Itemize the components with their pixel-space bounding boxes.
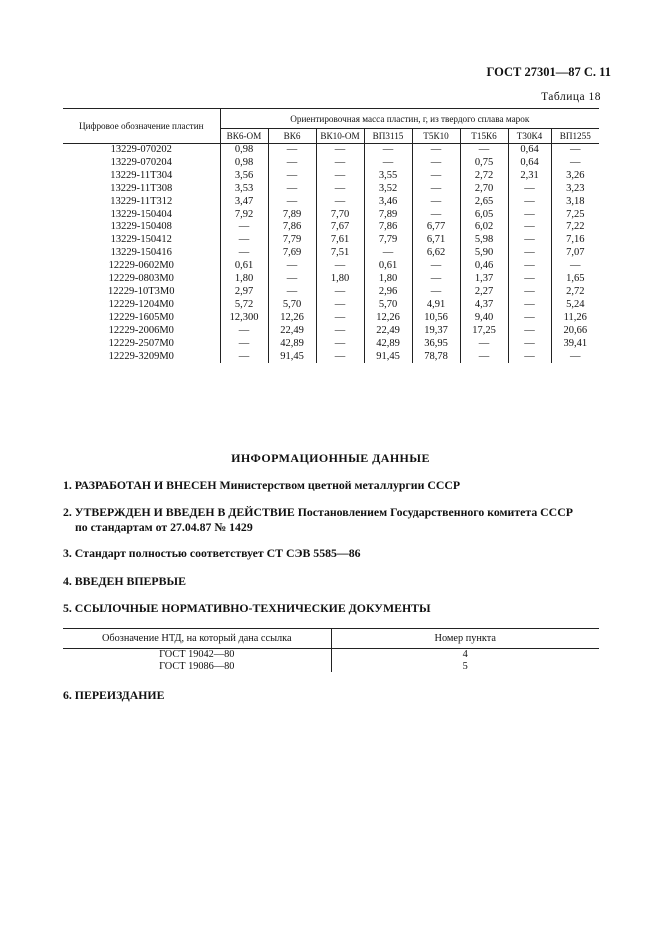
mass-cell: 3,23 <box>566 182 585 194</box>
ntd-designation-cell: ГОСТ 19042—80 <box>63 649 331 661</box>
info-item-3 <box>63 546 603 561</box>
mass-cell: 7,70 <box>316 209 364 222</box>
col-header-designation: Цифровое обозначение пластин <box>63 109 220 144</box>
mass-cell: 7,86 <box>364 221 412 234</box>
references-table <box>63 628 599 672</box>
mass-cell: 12,26 <box>268 312 316 325</box>
mass-cell: 5,70 <box>268 299 316 312</box>
page-header: ГОСТ 27301—87 С. 11 <box>486 65 611 79</box>
mass-cell: 9,40 <box>460 312 508 325</box>
mass-cell: — <box>316 260 364 273</box>
mass-cell: 2,65 <box>460 196 508 209</box>
col-header-mass: Ориентировочная масса пластин, г, из твердого сплава марок <box>220 109 599 129</box>
mass-cell: 42,89 <box>364 338 412 351</box>
plate-designation-cell: 13229-11Т304 <box>63 170 220 183</box>
mass-cell: — <box>316 338 364 351</box>
mass-cell: 12,300 <box>220 312 268 325</box>
info-item-2 <box>63 505 603 534</box>
grade-header: Т15К6 <box>460 129 508 144</box>
grade-header: ВК10-ОМ <box>316 129 364 144</box>
mass-cell: 22,49 <box>268 325 316 338</box>
grade-header: ВП3115 <box>364 129 412 144</box>
mass-cell: — <box>364 157 412 170</box>
mass-cell: 2,27 <box>460 286 508 299</box>
plate-designation-cell: 13229-070202 <box>63 144 220 157</box>
mass-cell: 0,64 <box>508 157 551 170</box>
mass-cell: 7,79 <box>364 234 412 247</box>
mass-cell: — <box>412 273 460 286</box>
mass-cell: — <box>220 338 268 351</box>
table-row <box>63 286 599 299</box>
plate-designation-cell: 13229-150408 <box>63 221 220 234</box>
plate-designation-cell: 13229-150416 <box>63 247 220 260</box>
plate-designation-cell: 12229-0803М0 <box>63 273 220 286</box>
plate-designation-cell: 12229-0602М0 <box>63 260 220 273</box>
mass-cell: 2,96 <box>364 286 412 299</box>
mass-cell: — <box>316 196 364 209</box>
mass-cell: — <box>412 196 460 209</box>
plate-designation-cell: 13229-150412 <box>63 234 220 247</box>
table-row <box>63 209 599 222</box>
mass-cell: 12,26 <box>364 312 412 325</box>
mass-table-body <box>63 144 599 364</box>
clause-number-cell: 4 <box>462 649 468 660</box>
info-item-text: 4. ВВЕДЕН ВПЕРВЫЕ <box>63 574 186 588</box>
mass-cell: — <box>508 221 551 234</box>
mass-cell: — <box>508 247 551 260</box>
grade-header: ВП1255 <box>551 129 599 144</box>
mass-cell: — <box>508 299 551 312</box>
mass-cell: 0,46 <box>460 260 508 273</box>
mass-cell: 7,25 <box>566 208 585 220</box>
mass-cell: — <box>508 260 551 273</box>
info-item-text: по стандартам от 27.04.87 № 1429 <box>75 519 253 534</box>
info-item-text: 6. ПЕРЕИЗДАНИЕ <box>63 688 165 702</box>
mass-cell: — <box>508 234 551 247</box>
mass-table <box>63 108 599 363</box>
table-row <box>63 221 599 234</box>
plate-designation-cell: 13229-11Т312 <box>63 196 220 209</box>
info-item-text: 2. УТВЕРЖДЕН И ВВЕДЕН В ДЕЙСТВИЕ Постановлением Государственного комитета СССР <box>63 505 573 519</box>
ntd-designation-cell: ГОСТ 19086—80 <box>63 661 331 673</box>
mass-cell: 5,72 <box>220 299 268 312</box>
mass-cell: 3,46 <box>364 196 412 209</box>
info-item-text: 5. ССЫЛОЧНЫЕ НОРМАТИВНО-ТЕХНИЧЕСКИЕ ДОКУМЕНТЫ <box>63 601 431 615</box>
mass-cell: 0,98 <box>220 157 268 170</box>
mass-cell: — <box>412 170 460 183</box>
plate-designation-cell: 12229-1204М0 <box>63 299 220 312</box>
mass-cell: 7,89 <box>364 209 412 222</box>
mass-cell: — <box>316 312 364 325</box>
mass-cell: 7,92 <box>220 209 268 222</box>
table-row <box>63 273 599 286</box>
table-row <box>63 649 599 661</box>
mass-cell: — <box>316 299 364 312</box>
mass-cell: 5,70 <box>364 299 412 312</box>
mass-cell: 7,79 <box>268 234 316 247</box>
info-item-text: 3. Стандарт полностью соответствует СТ СЭВ 5585—86 <box>63 546 361 560</box>
mass-cell: 7,07 <box>566 247 585 259</box>
mass-cell: 7,89 <box>268 209 316 222</box>
refs-col-header: Номер пункта <box>331 629 599 649</box>
table-row <box>63 260 599 273</box>
mass-cell: 6,77 <box>412 221 460 234</box>
mass-cell: — <box>508 351 551 364</box>
mass-cell: — <box>220 221 268 234</box>
mass-cell: 7,86 <box>268 221 316 234</box>
mass-cell: 7,16 <box>566 234 585 246</box>
mass-cell: 3,55 <box>364 170 412 183</box>
table-row <box>63 196 599 209</box>
grade-header: Т30К4 <box>508 129 551 144</box>
table-caption: Таблица 18 <box>541 91 601 103</box>
info-item-5 <box>63 601 603 616</box>
mass-cell: — <box>268 183 316 196</box>
mass-cell: 1,65 <box>566 273 585 285</box>
mass-cell: — <box>268 260 316 273</box>
mass-cell: 7,51 <box>316 247 364 260</box>
plate-designation-cell: 13229-070204 <box>63 157 220 170</box>
mass-cell: 0,61 <box>364 260 412 273</box>
mass-cell: 0,98 <box>220 144 268 157</box>
mass-cell: — <box>460 338 508 351</box>
mass-cell: 0,61 <box>220 260 268 273</box>
mass-cell: 4,91 <box>412 299 460 312</box>
mass-cell: 91,45 <box>364 351 412 364</box>
mass-cell: — <box>364 247 412 260</box>
mass-cell: 1,80 <box>364 273 412 286</box>
table-row <box>63 157 599 170</box>
plate-designation-cell: 13229-11Т308 <box>63 183 220 196</box>
mass-cell: 2,72 <box>566 285 585 297</box>
mass-cell: — <box>570 144 581 155</box>
mass-cell: 2,72 <box>460 170 508 183</box>
mass-cell: 2,70 <box>460 183 508 196</box>
table-row <box>63 183 599 196</box>
table-row <box>63 661 599 673</box>
mass-cell: 5,24 <box>566 298 585 310</box>
mass-cell: 7,61 <box>316 234 364 247</box>
plate-designation-cell: 12229-2507М0 <box>63 338 220 351</box>
mass-cell: 2,97 <box>220 286 268 299</box>
table-row <box>63 144 599 157</box>
plate-designation-cell: 12229-2006М0 <box>63 325 220 338</box>
mass-cell: — <box>220 325 268 338</box>
mass-cell: — <box>412 157 460 170</box>
mass-cell: — <box>570 350 581 362</box>
plate-designation-cell: 12229-10Т3М0 <box>63 286 220 299</box>
table-row <box>63 170 599 183</box>
mass-cell: 78,78 <box>412 351 460 364</box>
mass-cell: — <box>220 247 268 260</box>
mass-cell: 6,05 <box>460 209 508 222</box>
mass-cell: 11,26 <box>563 311 587 323</box>
mass-cell: 1,80 <box>220 273 268 286</box>
info-title: ИНФОРМАЦИОННЫЕ ДАННЫЕ <box>231 451 430 465</box>
mass-cell: — <box>460 351 508 364</box>
info-item-1 <box>63 478 603 493</box>
mass-cell: — <box>412 183 460 196</box>
table-row <box>63 312 599 325</box>
mass-cell: 3,26 <box>566 169 585 181</box>
mass-cell: 0,75 <box>460 157 508 170</box>
mass-cell: 17,25 <box>460 325 508 338</box>
mass-cell: 91,45 <box>268 351 316 364</box>
mass-cell: — <box>412 260 460 273</box>
mass-cell: — <box>316 286 364 299</box>
mass-cell: — <box>316 183 364 196</box>
mass-cell: 42,89 <box>268 338 316 351</box>
mass-cell: — <box>268 286 316 299</box>
plate-designation-cell: 12229-3209М0 <box>63 351 220 364</box>
mass-cell: 5,98 <box>460 234 508 247</box>
mass-cell: — <box>268 273 316 286</box>
clause-number-cell: 5 <box>462 660 468 672</box>
mass-cell: 2,31 <box>508 170 551 183</box>
table-row <box>63 299 599 312</box>
info-item-text: 1. РАЗРАБОТАН И ВНЕСЕН Министерством цветной металлургии СССР <box>63 478 461 492</box>
table-row <box>63 351 599 364</box>
mass-cell: — <box>268 196 316 209</box>
mass-cell: 1,37 <box>460 273 508 286</box>
plate-designation-cell: 12229-1605М0 <box>63 312 220 325</box>
refs-col-header: Обозначение НТД, на который дана ссылка <box>63 629 331 649</box>
mass-cell: 6,02 <box>460 221 508 234</box>
mass-cell: — <box>268 157 316 170</box>
table-row <box>63 247 599 260</box>
mass-cell: 3,56 <box>220 170 268 183</box>
mass-cell: 3,53 <box>220 183 268 196</box>
mass-cell: 22,49 <box>364 325 412 338</box>
mass-cell: 6,62 <box>412 247 460 260</box>
mass-cell: — <box>316 351 364 364</box>
table-row <box>63 325 599 338</box>
mass-cell: — <box>508 286 551 299</box>
mass-cell: 3,52 <box>364 183 412 196</box>
grade-header: ВК6-ОМ <box>220 129 268 144</box>
mass-cell: 1,80 <box>316 273 364 286</box>
mass-cell: 6,71 <box>412 234 460 247</box>
mass-cell: 4,37 <box>460 299 508 312</box>
mass-cell: — <box>268 170 316 183</box>
mass-cell: 3,18 <box>566 195 585 207</box>
mass-cell: — <box>570 260 581 272</box>
mass-cell: 5,90 <box>460 247 508 260</box>
mass-cell: 19,37 <box>412 325 460 338</box>
mass-cell: — <box>570 156 581 168</box>
mass-cell: — <box>268 144 316 157</box>
mass-cell: 7,22 <box>566 221 585 233</box>
mass-cell: — <box>508 196 551 209</box>
mass-cell: — <box>508 325 551 338</box>
table-row <box>63 338 599 351</box>
mass-cell: — <box>316 325 364 338</box>
mass-cell: — <box>364 144 412 157</box>
grade-header: ВК6 <box>268 129 316 144</box>
mass-cell: — <box>316 170 364 183</box>
references-table-body <box>63 649 599 673</box>
table-row <box>63 234 599 247</box>
mass-cell: 36,95 <box>412 338 460 351</box>
mass-cell: — <box>220 234 268 247</box>
mass-cell: 3,47 <box>220 196 268 209</box>
mass-cell: — <box>412 144 460 157</box>
mass-cell: — <box>508 312 551 325</box>
mass-cell: 39,41 <box>563 337 588 349</box>
mass-cell: — <box>460 144 508 157</box>
mass-cell: — <box>508 209 551 222</box>
plate-designation-cell: 13229-150404 <box>63 209 220 222</box>
mass-cell: — <box>508 273 551 286</box>
mass-cell: 7,69 <box>268 247 316 260</box>
mass-cell: — <box>412 286 460 299</box>
info-item-6 <box>63 688 603 703</box>
mass-cell: — <box>412 209 460 222</box>
mass-cell: — <box>508 183 551 196</box>
mass-cell: 20,66 <box>563 324 588 336</box>
mass-cell: — <box>316 144 364 157</box>
info-item-4 <box>63 574 603 589</box>
grade-header: Т5К10 <box>412 129 460 144</box>
mass-cell: — <box>220 351 268 364</box>
mass-cell: — <box>508 338 551 351</box>
mass-cell: 10,56 <box>412 312 460 325</box>
mass-cell: — <box>316 157 364 170</box>
mass-cell: 7,67 <box>316 221 364 234</box>
mass-cell: 0,64 <box>508 144 551 157</box>
